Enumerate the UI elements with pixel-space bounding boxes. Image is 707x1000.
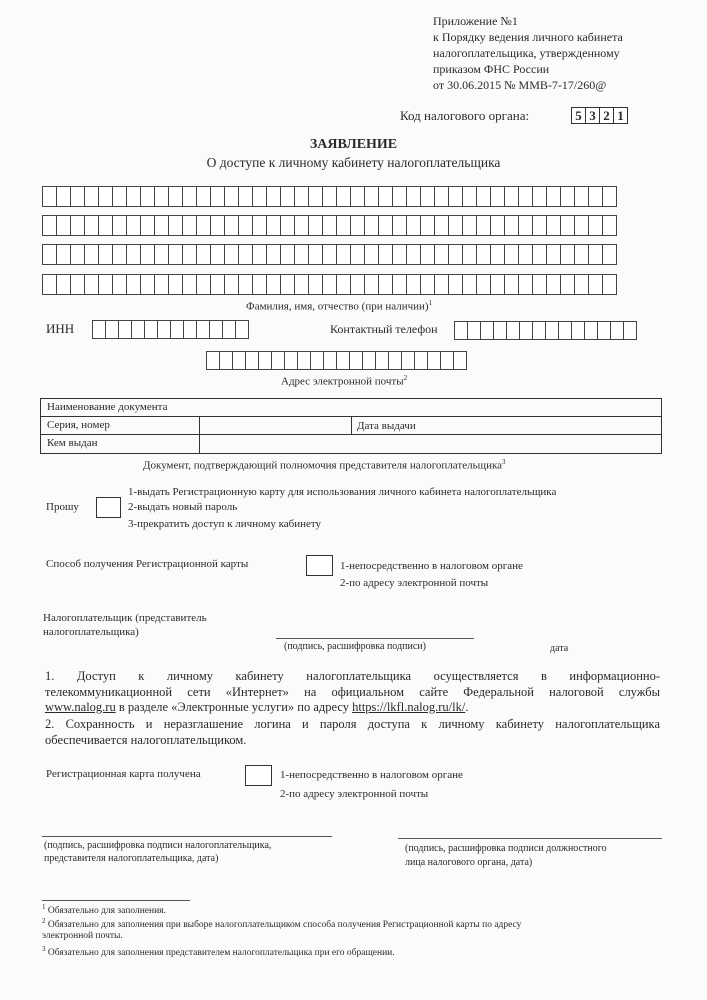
note-1-mid: в разделе «Электронные услуги» по адресу: [115, 700, 353, 714]
char-cell[interactable]: [210, 186, 225, 207]
char-cell[interactable]: [280, 244, 295, 265]
char-cell[interactable]: [560, 186, 575, 207]
char-cell[interactable]: [98, 274, 113, 295]
char-cell[interactable]: [588, 244, 603, 265]
note-1-line-c: [45, 700, 468, 715]
char-cell[interactable]: [182, 244, 197, 265]
taxpayer-signature-line[interactable]: [276, 638, 474, 639]
char-cell[interactable]: [546, 244, 561, 265]
char-cell[interactable]: [206, 351, 220, 370]
authority-caption-text: Документ, подтверждающий полномочия представителя налогоплательщика: [143, 459, 503, 472]
char-cell[interactable]: [84, 274, 99, 295]
char-cell[interactable]: [546, 274, 561, 295]
doc-issuer-label: Кем выдан: [47, 437, 98, 449]
char-cell[interactable]: [219, 351, 233, 370]
char-cell[interactable]: [56, 215, 71, 236]
char-cell[interactable]: [504, 215, 519, 236]
char-cell[interactable]: [610, 321, 624, 340]
char-cell[interactable]: [308, 274, 323, 295]
char-cell[interactable]: [336, 351, 350, 370]
char-cell[interactable]: [284, 351, 298, 370]
char-cell[interactable]: [42, 215, 57, 236]
char-cell[interactable]: [266, 244, 281, 265]
char-cell[interactable]: [322, 186, 337, 207]
char-cell[interactable]: [476, 215, 491, 236]
char-cell[interactable]: [560, 244, 575, 265]
char-cell[interactable]: [546, 215, 561, 236]
char-cell[interactable]: [154, 274, 169, 295]
char-cell[interactable]: [140, 244, 155, 265]
footnote-2: [42, 917, 521, 930]
char-cell[interactable]: [406, 274, 421, 295]
taxpayer-label: налогоплательщика): [43, 626, 139, 638]
char-cell[interactable]: [467, 321, 481, 340]
char-cell[interactable]: [252, 274, 267, 295]
footnote-1-text: Обязательно для заполнения.: [47, 906, 166, 917]
char-cell[interactable]: [98, 215, 113, 236]
char-cell[interactable]: [462, 186, 477, 207]
page-subtitle: О доступе к личному кабинету налогоплательщика: [206, 155, 501, 170]
char-cell[interactable]: [623, 321, 637, 340]
footnote-2-text: Обязательно для заполнения при выборе налогоплательщиком способа получения Регистрационной карты по адресу: [47, 920, 522, 931]
receive-option-1: 1-непосредственно в налоговом органе: [340, 560, 523, 572]
char-cell[interactable]: [323, 351, 337, 370]
annex-line: к Порядку ведения личного кабинета: [433, 30, 623, 44]
char-cell[interactable]: [140, 186, 155, 207]
request-option-2: 2-выдать новый пароль: [128, 501, 238, 513]
request-option-3: 3-прекратить доступ к личному кабинету: [128, 518, 322, 530]
char-cell[interactable]: [364, 244, 379, 265]
char-cell[interactable]: [224, 244, 239, 265]
char-cell[interactable]: [266, 274, 281, 295]
char-cell[interactable]: [427, 351, 441, 370]
note-2-line-a: 2. Сохранность и неразглашение логина и пароля доступа к личному кабинету налогоплательщика: [45, 717, 660, 731]
footnote-3: [42, 945, 395, 958]
char-cell[interactable]: [349, 351, 363, 370]
card-received-label: Регистрационная карта получена: [46, 768, 201, 780]
char-cell[interactable]: [574, 215, 589, 236]
char-cell[interactable]: [224, 215, 239, 236]
char-cell[interactable]: [434, 186, 449, 207]
char-cell[interactable]: [336, 274, 351, 295]
char-cell[interactable]: [168, 215, 183, 236]
char-cell[interactable]: [112, 215, 127, 236]
char-cell[interactable]: [350, 244, 365, 265]
lkfl-link[interactable]: https://lkfl.nalog.ru/lk/: [352, 700, 466, 714]
char-cell[interactable]: [308, 186, 323, 207]
footnote-1-mark: 1: [42, 903, 46, 911]
char-cell[interactable]: [420, 274, 435, 295]
char-cell[interactable]: [105, 320, 119, 339]
char-cell[interactable]: [42, 186, 57, 207]
char-cell[interactable]: [476, 274, 491, 295]
char-cell[interactable]: [168, 186, 183, 207]
char-cell[interactable]: [378, 274, 393, 295]
char-cell[interactable]: [336, 186, 351, 207]
char-cell[interactable]: [280, 274, 295, 295]
receive-method-label: Способ получения Регистрационной карты: [46, 558, 249, 570]
char-cell[interactable]: [392, 186, 407, 207]
char-cell[interactable]: [560, 215, 575, 236]
char-cell[interactable]: [310, 351, 324, 370]
char-cell[interactable]: [70, 274, 85, 295]
char-cell[interactable]: [504, 274, 519, 295]
char-cell[interactable]: [532, 215, 547, 236]
char-cell[interactable]: [453, 351, 467, 370]
annex-line: приказом ФНС России: [433, 62, 550, 76]
char-cell[interactable]: [434, 215, 449, 236]
char-cell[interactable]: [490, 186, 505, 207]
email-footnote-mark: 2: [403, 374, 408, 382]
char-cell[interactable]: [588, 215, 603, 236]
char-cell[interactable]: [388, 351, 402, 370]
char-cell[interactable]: [224, 274, 239, 295]
char-cell[interactable]: [252, 186, 267, 207]
char-cell[interactable]: [183, 320, 197, 339]
char-cell[interactable]: [350, 186, 365, 207]
char-cell[interactable]: [168, 274, 183, 295]
char-cell[interactable]: [532, 186, 547, 207]
char-cell[interactable]: [518, 215, 533, 236]
char-cell[interactable]: [238, 215, 253, 236]
char-cell[interactable]: [140, 274, 155, 295]
char-cell[interactable]: [490, 215, 505, 236]
char-cell[interactable]: [350, 274, 365, 295]
char-cell[interactable]: [584, 321, 598, 340]
char-cell[interactable]: [574, 244, 589, 265]
char-cell[interactable]: [238, 274, 253, 295]
doc-series-label: Серия, номер: [47, 419, 110, 431]
tax-office-digit[interactable]: 5: [571, 107, 586, 124]
char-cell[interactable]: [266, 215, 281, 236]
fio-caption-text: Фамилия, имя, отчество (при наличии): [246, 300, 429, 313]
char-cell[interactable]: [42, 244, 57, 265]
char-cell[interactable]: [448, 244, 463, 265]
fio-footnote-mark: 1: [428, 299, 433, 307]
char-cell[interactable]: [252, 215, 267, 236]
taxpayer-final-signature-line[interactable]: [42, 836, 332, 837]
char-cell[interactable]: [210, 215, 225, 236]
char-cell[interactable]: [350, 215, 365, 236]
char-cell[interactable]: [518, 274, 533, 295]
fio-row[interactable]: [42, 274, 616, 295]
char-cell[interactable]: [480, 321, 494, 340]
char-cell[interactable]: [462, 274, 477, 295]
char-cell[interactable]: [574, 186, 589, 207]
char-cell[interactable]: [448, 186, 463, 207]
doc-date-label: Дата выдачи: [357, 420, 416, 432]
char-cell[interactable]: [378, 244, 393, 265]
char-cell[interactable]: [558, 321, 572, 340]
char-cell[interactable]: [322, 215, 337, 236]
note-1-end: .: [465, 700, 469, 714]
char-cell[interactable]: [519, 321, 533, 340]
char-cell[interactable]: [308, 215, 323, 236]
char-cell[interactable]: [84, 186, 99, 207]
char-cell[interactable]: [602, 244, 617, 265]
char-cell[interactable]: [154, 215, 169, 236]
card-received-option-2: 2-по адресу электронной почты: [280, 788, 429, 800]
char-cell[interactable]: [126, 186, 141, 207]
char-cell[interactable]: [362, 351, 376, 370]
request-label: Прошу: [46, 501, 79, 513]
char-cell[interactable]: [420, 215, 435, 236]
char-cell[interactable]: [434, 244, 449, 265]
char-cell[interactable]: [126, 244, 141, 265]
char-cell[interactable]: [196, 215, 211, 236]
char-cell[interactable]: [196, 320, 210, 339]
char-cell[interactable]: [98, 244, 113, 265]
char-cell[interactable]: [70, 215, 85, 236]
char-cell[interactable]: [364, 215, 379, 236]
inn-field[interactable]: [92, 320, 248, 339]
char-cell[interactable]: [238, 186, 253, 207]
char-cell[interactable]: [462, 244, 477, 265]
char-cell[interactable]: [84, 244, 99, 265]
char-cell[interactable]: [157, 320, 171, 339]
char-cell[interactable]: [602, 215, 617, 236]
char-cell[interactable]: [588, 186, 603, 207]
char-cell[interactable]: [322, 274, 337, 295]
request-option-1: 1-выдать Регистрационную карту для использования личного кабинета налогоплательщика: [128, 486, 557, 498]
doc-name-label: Наименование документа: [47, 401, 168, 413]
fio-caption: [246, 299, 432, 313]
authority-footnote-mark: 3: [502, 458, 506, 466]
fio-row[interactable]: [42, 215, 616, 236]
footnote-2-cont: электронной почты.: [42, 931, 123, 941]
taxpayer-signature-caption: (подпись, расшифровка подписи): [284, 641, 426, 652]
char-cell[interactable]: [506, 321, 520, 340]
char-cell[interactable]: [476, 244, 491, 265]
char-cell[interactable]: [532, 321, 546, 340]
char-cell[interactable]: [42, 274, 57, 295]
char-cell[interactable]: [448, 215, 463, 236]
char-cell[interactable]: [440, 351, 454, 370]
right-signature-caption: (подпись, расшифровка подписи должностного: [405, 843, 607, 854]
right-signature-caption: лица налогового органа, дата): [405, 857, 533, 868]
footnote-3-text: Обязательно для заполнения представителем налогоплательщика при его обращении.: [47, 948, 395, 959]
char-cell[interactable]: [490, 274, 505, 295]
char-cell[interactable]: [232, 351, 246, 370]
annex-line: от 30.06.2015 № ММВ-7-17/260@: [433, 78, 607, 92]
char-cell[interactable]: [70, 186, 85, 207]
char-cell[interactable]: [56, 244, 71, 265]
card-received-option-1: 1-непосредственно в налоговом органе: [280, 769, 463, 781]
char-cell[interactable]: [420, 244, 435, 265]
char-cell[interactable]: [406, 244, 421, 265]
char-cell[interactable]: [182, 215, 197, 236]
char-cell[interactable]: [406, 215, 421, 236]
tax-office-label: Код налогового органа:: [400, 108, 530, 123]
char-cell[interactable]: [210, 244, 225, 265]
email-caption-text: Адрес электронной почты: [281, 375, 404, 388]
char-cell[interactable]: [126, 215, 141, 236]
char-cell[interactable]: [70, 244, 85, 265]
char-cell[interactable]: [490, 244, 505, 265]
char-cell[interactable]: [375, 351, 389, 370]
char-cell[interactable]: [112, 244, 127, 265]
char-cell[interactable]: [294, 274, 309, 295]
note-1-line-a: 1. Доступ к личному кабинету налогоплательщика осуществляется в информационно-: [45, 669, 660, 683]
left-signature-caption: (подпись, расшифровка подписи налогоплательщика,: [44, 840, 272, 851]
footnote-2-mark: 2: [42, 917, 46, 925]
footnote-1: [42, 903, 166, 916]
authority-caption: [143, 458, 506, 472]
note-2-line-b: обеспечивается налогоплательщиком.: [45, 733, 247, 747]
char-cell[interactable]: [518, 244, 533, 265]
annex-line: Приложение №1: [433, 14, 518, 28]
email-caption: [281, 374, 407, 388]
tax-office-digit[interactable]: 3: [585, 107, 600, 124]
char-cell[interactable]: [140, 215, 155, 236]
char-cell[interactable]: [56, 186, 71, 207]
char-cell[interactable]: [98, 186, 113, 207]
char-cell[interactable]: [168, 244, 183, 265]
char-cell[interactable]: [336, 215, 351, 236]
char-cell[interactable]: [238, 244, 253, 265]
receive-option-2: 2-по адресу электронной почты: [340, 577, 489, 589]
char-cell[interactable]: [266, 186, 281, 207]
char-cell[interactable]: [252, 244, 267, 265]
char-cell[interactable]: [602, 274, 617, 295]
inn-label: ИНН: [46, 321, 75, 336]
fio-row[interactable]: [42, 244, 616, 265]
char-cell[interactable]: [532, 274, 547, 295]
request-choice-box[interactable]: [96, 497, 121, 518]
fio-row[interactable]: [42, 186, 616, 207]
char-cell[interactable]: [294, 244, 309, 265]
char-cell[interactable]: [532, 244, 547, 265]
char-cell[interactable]: [406, 186, 421, 207]
char-cell[interactable]: [294, 215, 309, 236]
note-1-line-b: телекоммуникационной сети «Интернет» на официальном сайте Федеральной налоговой службы: [45, 685, 660, 699]
char-cell[interactable]: [196, 186, 211, 207]
email-field[interactable]: [206, 351, 466, 370]
char-cell[interactable]: [209, 320, 223, 339]
char-cell[interactable]: [504, 186, 519, 207]
char-cell[interactable]: [84, 215, 99, 236]
char-cell[interactable]: [182, 186, 197, 207]
char-cell[interactable]: [545, 321, 559, 340]
char-cell[interactable]: [414, 351, 428, 370]
char-cell[interactable]: [378, 186, 393, 207]
annex-line: налогоплательщика, утвержденному: [433, 46, 620, 60]
char-cell[interactable]: [322, 244, 337, 265]
char-cell[interactable]: [401, 351, 415, 370]
char-cell[interactable]: [308, 244, 323, 265]
char-cell[interactable]: [518, 186, 533, 207]
char-cell[interactable]: [92, 320, 106, 339]
phone-label: Контактный телефон: [330, 322, 438, 336]
char-cell[interactable]: [56, 274, 71, 295]
footnote-separator: [42, 900, 190, 901]
char-cell[interactable]: [392, 215, 407, 236]
taxpayer-date-label: дата: [550, 643, 569, 654]
char-cell[interactable]: [235, 320, 249, 339]
char-cell[interactable]: [170, 320, 184, 339]
char-cell[interactable]: [271, 351, 285, 370]
char-cell[interactable]: [476, 186, 491, 207]
char-cell[interactable]: [182, 274, 197, 295]
nalog-link[interactable]: www.nalog.ru: [45, 700, 116, 714]
char-cell[interactable]: [448, 274, 463, 295]
char-cell[interactable]: [196, 274, 211, 295]
page-title: ЗАЯВЛЕНИЕ: [309, 137, 398, 152]
char-cell[interactable]: [434, 274, 449, 295]
footnote-3-mark: 3: [42, 945, 46, 953]
char-cell[interactable]: [602, 186, 617, 207]
char-cell[interactable]: [588, 274, 603, 295]
card-received-box[interactable]: [245, 765, 272, 786]
char-cell[interactable]: [112, 186, 127, 207]
char-cell[interactable]: [571, 321, 585, 340]
char-cell[interactable]: [462, 215, 477, 236]
char-cell[interactable]: [392, 244, 407, 265]
document-table: [40, 398, 662, 454]
taxpayer-label: Налогоплательщик (представитель: [43, 612, 207, 624]
char-cell[interactable]: [131, 320, 145, 339]
officer-signature-line[interactable]: [398, 838, 662, 839]
char-cell[interactable]: [364, 274, 379, 295]
char-cell[interactable]: [154, 186, 169, 207]
char-cell[interactable]: [378, 215, 393, 236]
char-cell[interactable]: [336, 244, 351, 265]
char-cell[interactable]: [154, 244, 169, 265]
char-cell[interactable]: [574, 274, 589, 295]
phone-field[interactable]: [454, 321, 636, 340]
char-cell[interactable]: [258, 351, 272, 370]
char-cell[interactable]: [224, 186, 239, 207]
char-cell[interactable]: [392, 274, 407, 295]
char-cell[interactable]: [504, 244, 519, 265]
char-cell[interactable]: [546, 186, 561, 207]
char-cell[interactable]: [597, 321, 611, 340]
char-cell[interactable]: [210, 274, 225, 295]
char-cell[interactable]: [280, 215, 295, 236]
char-cell[interactable]: [112, 274, 127, 295]
char-cell[interactable]: [118, 320, 132, 339]
left-signature-caption: представителя налогоплательщика, дата): [44, 853, 219, 864]
char-cell[interactable]: [196, 244, 211, 265]
char-cell[interactable]: [126, 274, 141, 295]
char-cell[interactable]: [297, 351, 311, 370]
char-cell[interactable]: [245, 351, 259, 370]
char-cell[interactable]: [280, 186, 295, 207]
tax-office-digit[interactable]: 2: [599, 107, 614, 124]
receive-method-box[interactable]: [306, 555, 333, 576]
char-cell[interactable]: [222, 320, 236, 339]
char-cell[interactable]: [454, 321, 468, 340]
char-cell[interactable]: [144, 320, 158, 339]
char-cell[interactable]: [493, 321, 507, 340]
char-cell[interactable]: [294, 186, 309, 207]
char-cell[interactable]: [560, 274, 575, 295]
char-cell[interactable]: [420, 186, 435, 207]
tax-office-digit[interactable]: 1: [613, 107, 628, 124]
char-cell[interactable]: [364, 186, 379, 207]
